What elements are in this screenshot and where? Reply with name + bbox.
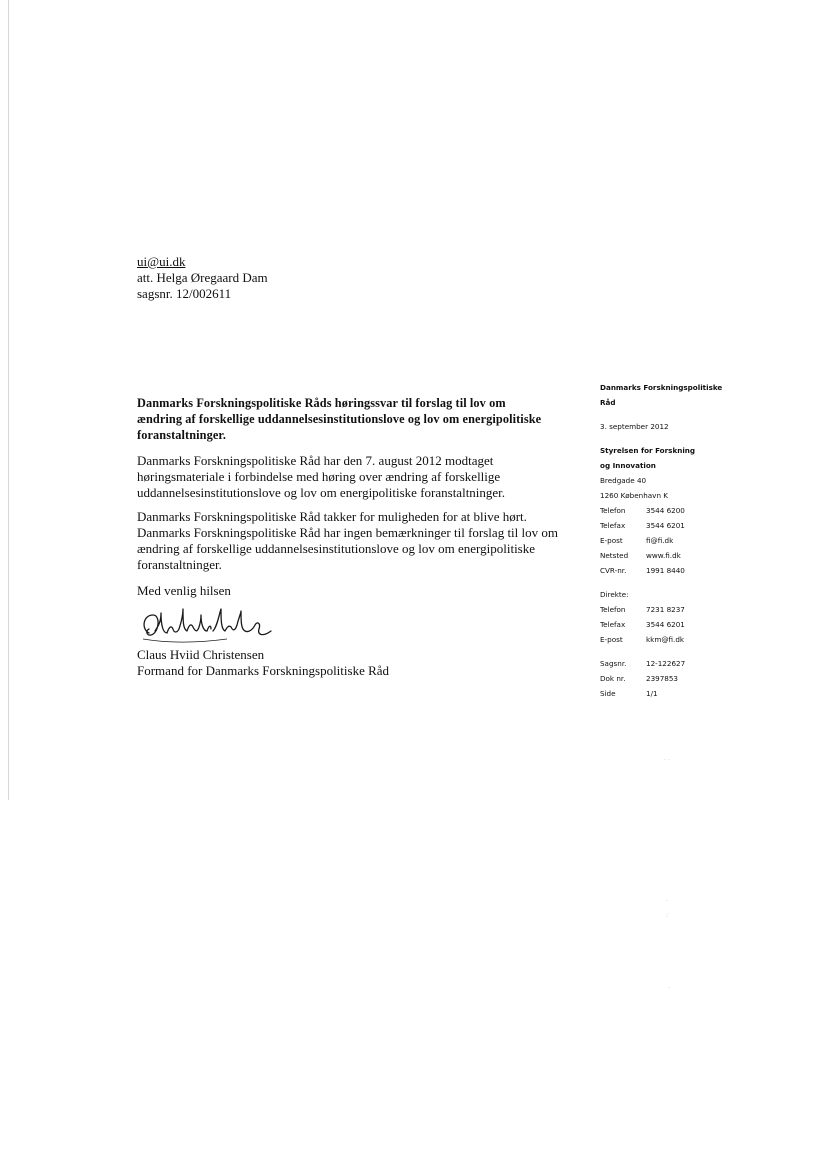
contact-label: E-post [600,536,623,545]
sidebar-org-line: Danmarks Forskningspolitiske [600,383,723,392]
direct-value: 3544 6201 [646,620,685,629]
sidebar-contact-row [600,533,722,548]
recipient-case-number: sagsnr. 12/002611 [137,286,232,301]
sidebar-ref-row [600,671,722,686]
ref-value: 2397853 [646,674,679,683]
sender-sidebar [600,380,722,701]
heading-line: ændring af forskellige uddannelsesinstitutionslove og lov om energipolitiske [137,412,542,426]
direct-value: 7231 8237 [646,605,685,614]
scan-speck: : [666,912,669,919]
contact-label: Telefon [600,506,626,515]
direct-label: Telefax [600,620,626,629]
ref-value: 12-122627 [646,659,686,668]
direct-label: E-post [600,635,623,644]
contact-value: 3544 6201 [646,521,685,530]
paragraph-2 [137,509,577,573]
sidebar-contact-row [600,563,722,578]
direct-email-link[interactable]: kkm@fi.dk [646,635,685,644]
handwritten-signature [137,603,277,647]
ref-value: 1/1 [646,689,658,698]
recipient-attention: att. Helga Øregaard Dam [137,270,268,285]
ref-label: Dok nr. [600,674,626,683]
paragraph-line: Danmarks Forskningspolitiske Råd takker for muligheden for at blive hørt. [137,509,527,524]
sidebar-direct-row [600,632,722,647]
contact-email-link[interactable]: fi@fi.dk [646,536,674,545]
direct-label: Telefon [600,605,626,614]
paragraph-line: ændring af forskellige uddannelsesinstitutionslove og lov om energipolitiske [137,541,536,556]
heading-line: foranstaltninger. [137,428,227,442]
sidebar-agency-line: og Innovation [600,461,656,470]
contact-value: 3544 6200 [646,506,685,515]
contact-label: Netsted [600,551,629,560]
sidebar-ref-row [600,656,722,671]
signature-drawing [137,603,277,647]
sidebar-direct-heading: Direkte: [600,590,629,599]
contact-label: CVR-nr. [600,566,627,575]
sidebar-contact-row [600,548,722,563]
paragraph-line: høringsmateriale i forbindelse med høring over ændring af forskellige [137,469,501,484]
sidebar-contact-row [600,503,722,518]
contact-value: 1991 8440 [646,566,685,575]
scan-speck: · [666,898,668,905]
paragraph-1 [137,453,577,501]
paragraph-line: Danmarks Forskningspolitiske Råd har den 7. august 2012 modtaget [137,453,494,468]
heading-line: Danmarks Forskningspolitiske Råds høringssvar til forslag til lov om [137,396,506,410]
paragraph-line: Danmarks Forskningspolitiske Råd har ingen bemærkninger til forslag til lov om [137,525,559,540]
scan-speck: · · [664,757,670,764]
signer-name: Claus Hviid Christensen [137,647,265,662]
sidebar-date: 3. september 2012 [600,422,669,431]
recipient-email-link[interactable]: ui@ui.dk [137,254,186,269]
scan-edge-line [8,0,9,800]
greeting: Med venlig hilsen [137,583,231,598]
sidebar-direct-row [600,617,722,632]
sidebar-org-line: Råd [600,398,616,407]
sidebar-direct-row [600,602,722,617]
recipient-block [137,254,268,302]
paragraph-line: foranstaltninger. [137,557,222,572]
ref-label: Sagsnr. [600,659,627,668]
sidebar-ref-row [600,686,722,701]
letter-heading [137,395,577,443]
letter-body [137,395,577,679]
contact-label: Telefax [600,521,626,530]
paragraph-line: uddannelsesinstitutionslove og lov om energipolitiske foranstaltninger. [137,485,506,500]
ref-label: Side [600,689,616,698]
sidebar-city: 1260 København K [600,491,668,500]
signer-title: Formand for Danmarks Forskningspolitiske Råd [137,663,390,678]
sidebar-street: Bredgade 40 [600,476,647,485]
contact-website-link[interactable]: www.fi.dk [646,551,681,560]
scan-speck: · [668,985,670,992]
sidebar-contact-row [600,518,722,533]
sidebar-agency-line: Styrelsen for Forskning [600,446,696,455]
